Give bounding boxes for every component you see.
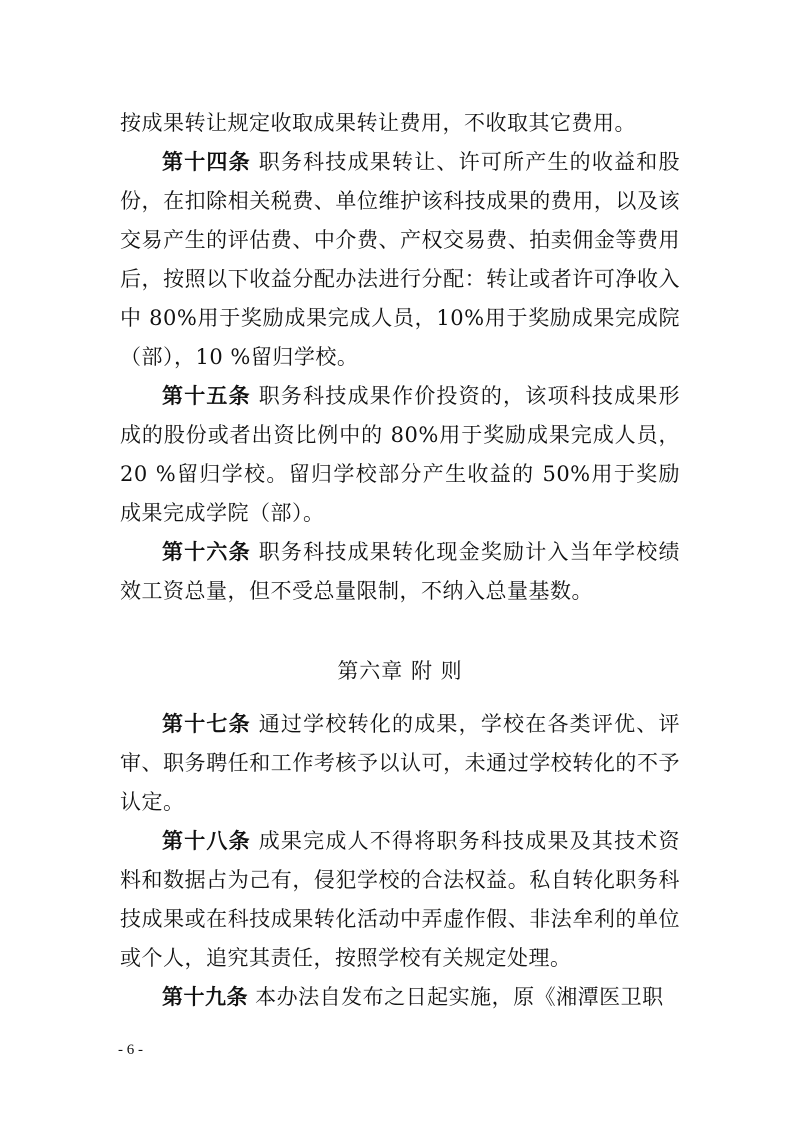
article-text: 本办法自发布之日起实施，原《湘潭医卫职 bbox=[248, 985, 664, 1009]
paragraph-continuation bbox=[120, 104, 680, 143]
article-label: 第十五条 bbox=[162, 384, 251, 408]
article-text: 通过学校转化的成果，学校在各类评优、评审、职务聘任和工作考核予以认可，未通过学校转化的不予认定。 bbox=[120, 712, 680, 814]
article-label: 第十七条 bbox=[162, 712, 251, 736]
article-15 bbox=[120, 377, 680, 533]
article-label: 第十八条 bbox=[162, 829, 251, 853]
article-19 bbox=[120, 978, 680, 1017]
article-text: 职务科技成果作价投资的，该项科技成果形成的股份或者出资比例中的 80%用于奖励成果完成人员，20 %留归学校。留归学校部分产生收益的 50%用于奖励成果完成学院（部）。 bbox=[120, 384, 680, 525]
article-label: 第十九条 bbox=[162, 985, 248, 1009]
chapter-title: 第六章 附 则 bbox=[337, 659, 463, 683]
article-text: 成果完成人不得将职务科技成果及其技术资料和数据占为己有，侵犯学校的合法权益。私自转化职务科技成果或在科技成果转化活动中弄虚作假、非法牟利的单位或个人，追究其责任，按照学校有关规定处理。 bbox=[120, 829, 680, 970]
paragraph-text: 按成果转让规定收取成果转让费用，不收取其它费用。 bbox=[120, 111, 636, 135]
article-16 bbox=[120, 533, 680, 611]
article-label: 第十六条 bbox=[162, 540, 251, 564]
article-17 bbox=[120, 705, 680, 822]
article-18 bbox=[120, 822, 680, 978]
article-14 bbox=[120, 143, 680, 377]
page-number: - 6 - bbox=[118, 1042, 143, 1058]
article-text: 职务科技成果转化现金奖励计入当年学校绩效工资总量，但不受总量限制，不纳入总量基数。 bbox=[120, 540, 680, 603]
article-text: 职务科技成果转让、许可所产生的收益和股份，在扣除相关税费、单位维护该科技成果的费用，以及该交易产生的评估费、中介费、产权交易费、拍卖佣金等费用后，按照以下收益分配办法进行分配：转让或者许可净收入中 80%用于奖励成果完成人员，10%用于奖励成果完成院（部），10 %留归学校。 bbox=[120, 150, 680, 369]
article-label: 第十四条 bbox=[162, 150, 251, 174]
